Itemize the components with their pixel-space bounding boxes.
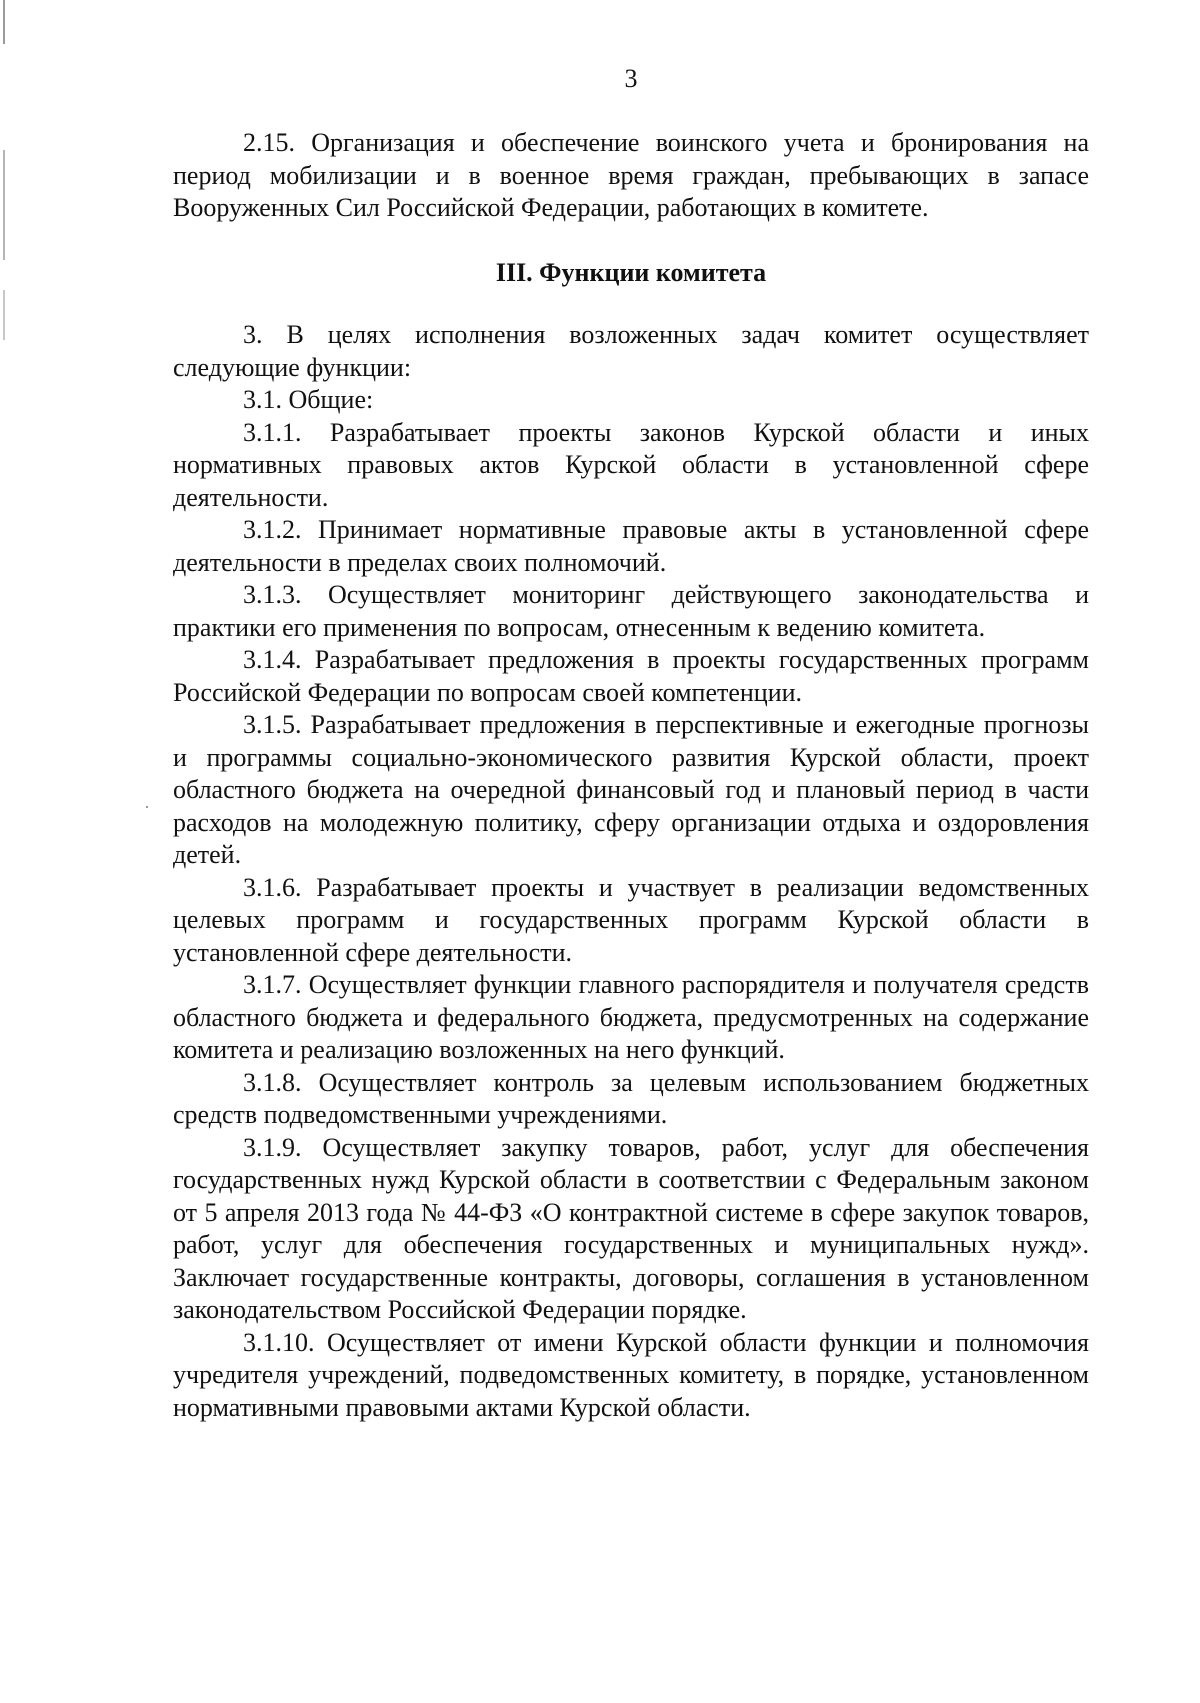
- section-heading: III. Функции комитета: [495, 257, 767, 287]
- paragraph-3-1-1: 3.1.1. Разрабатывает проекты законов Курской области и иных нормативных правовых актов Курской области в установленной сфере деятельности.: [173, 417, 1089, 512]
- paragraph-3-1-5: 3.1.5. Разрабатывает предложения в перспективные и ежегодные прогнозы и программы социально-экономического развития Курской области, проект областного бюджета на очередной финансовый год и плановый период в части расходов на молодежную политику, сферу организации отдыха и оздоровления детей.: [173, 710, 1089, 869]
- paragraph-3-1-8: 3.1.8. Осуществляет контроль за целевым использованием бюджетных средств подведомственными учреждениями.: [173, 1067, 1089, 1129]
- scan-speck: [146, 806, 148, 808]
- paragraph-3-1-10: 3.1.10. Осуществляет от имени Курской области функции и полномочия учредителя учреждений, подведомственных комитету, в порядке, установленном нормативными правовыми актами Курской области.: [173, 1327, 1089, 1422]
- paragraph-3-1: 3.1. Общие:: [243, 385, 374, 414]
- scan-edge-mark: [3, 290, 5, 340]
- paragraph-3-1-2: 3.1.2. Принимает нормативные правовые акты в установленной сфере деятельности в пределах своих полномочий.: [173, 515, 1089, 577]
- paragraph-3-1-3: 3.1.3. Осуществляет мониторинг действующего законодательства и практики его применения по вопросам, отнесенным к ведению комитета.: [173, 580, 1089, 642]
- scan-edge-mark: [3, 150, 5, 260]
- paragraph-3-1-4: 3.1.4. Разрабатывает предложения в проекты государственных программ Российской Федерации по вопросам своей компетенции.: [173, 645, 1089, 707]
- paragraph-2-15: 2.15. Организация и обеспечение воинского учета и бронирования на период мобилизации и в военное время граждан, пребывающих в запасе Вооруженных Сил Российской Федерации, работающих в комитете.: [173, 128, 1089, 222]
- page-number: 3: [624, 64, 638, 93]
- paragraph-3: 3. В целях исполнения возложенных задач комитет осуществляет следующие функции:: [173, 320, 1089, 382]
- paragraph-3-1-9: 3.1.9. Осуществляет закупку товаров, работ, услуг для обеспечения государственных нужд Курской области в соответствии с Федеральным законом от 5 апреля 2013 года № 44-ФЗ «О контрактной системе в сфере закупок товаров, работ, услуг для обеспечения государственных и муниципальных нужд». Заключает государственные контракты, договоры, соглашения в установленном законодательством Российской Федерации порядке.: [173, 1132, 1089, 1324]
- paragraph-3-1-7: 3.1.7. Осуществляет функции главного распорядителя и получателя средств областного бюджета и федерального бюджета, предусмотренных на содержание комитета и реализацию возложенных на него функций.: [173, 970, 1089, 1064]
- document-body: [173, 127, 1089, 1424]
- paragraph-3-1-6: 3.1.6. Разрабатывает проекты и участвует в реализации ведомственных целевых программ и государственных программ Курской области в установленной сфере деятельности.: [173, 872, 1089, 967]
- scan-edge-mark: [3, 0, 5, 44]
